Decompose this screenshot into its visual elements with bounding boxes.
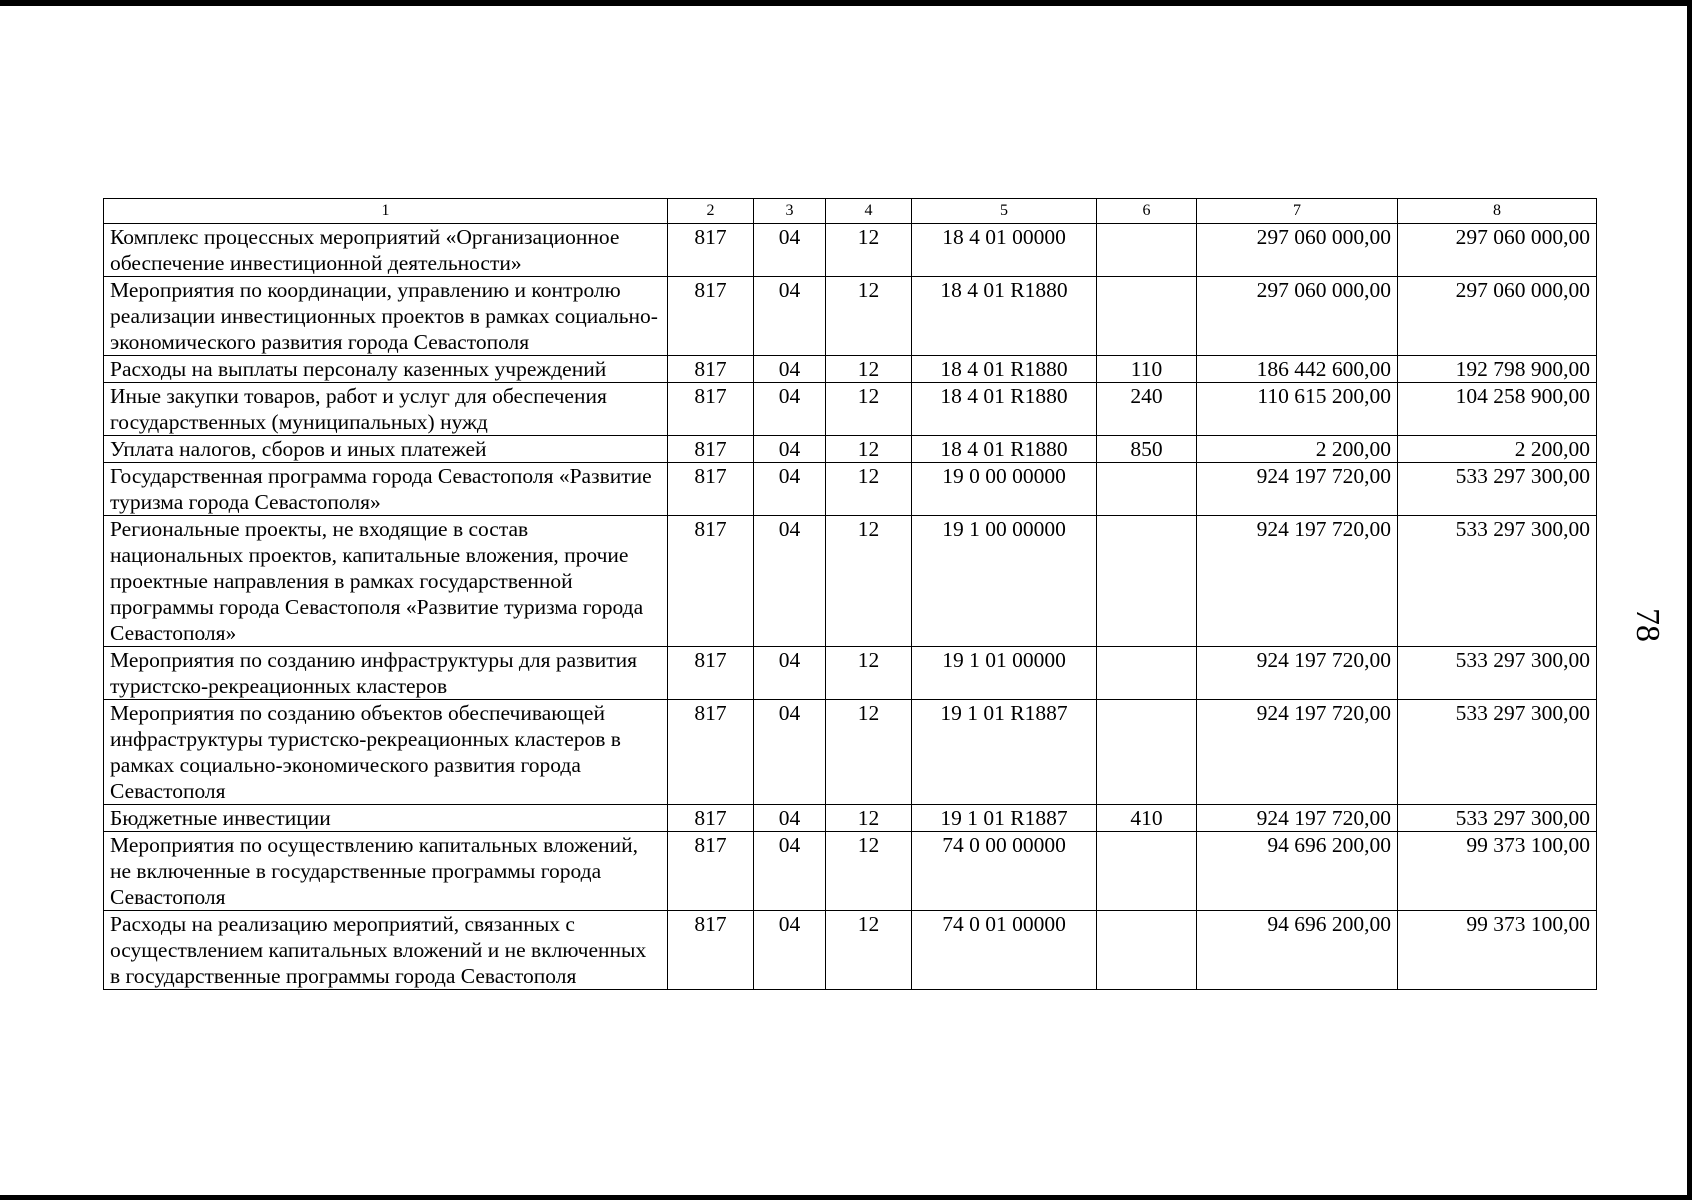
row-gr-code: 817 xyxy=(668,356,754,383)
header-cell: 2 xyxy=(668,199,754,224)
row-pr-code: 12 xyxy=(826,832,912,911)
row-gr-code: 817 xyxy=(668,805,754,832)
row-sum-year2: 99 373 100,00 xyxy=(1398,911,1597,990)
row-csr-code: 18 4 01 R1880 xyxy=(912,436,1097,463)
row-rz-code: 04 xyxy=(754,647,826,700)
row-pr-code: 12 xyxy=(826,436,912,463)
row-sum-year1: 110 615 200,00 xyxy=(1197,383,1398,436)
row-name: Мероприятия по координации, управлению и контролю реализации инвестиционных проектов в рамках социально-экономического развития города Севастополя xyxy=(104,277,668,356)
row-pr-code: 12 xyxy=(826,805,912,832)
row-sum-year2: 533 297 300,00 xyxy=(1398,700,1597,805)
row-rz-code: 04 xyxy=(754,277,826,356)
table-row xyxy=(104,383,1597,436)
row-rz-code: 04 xyxy=(754,436,826,463)
row-vr-code: 110 xyxy=(1097,356,1197,383)
row-csr-code: 19 1 01 R1887 xyxy=(912,805,1097,832)
row-csr-code: 74 0 01 00000 xyxy=(912,911,1097,990)
header-cell: 3 xyxy=(754,199,826,224)
row-sum-year1: 924 197 720,00 xyxy=(1197,647,1398,700)
row-pr-code: 12 xyxy=(826,516,912,647)
row-gr-code: 817 xyxy=(668,647,754,700)
row-sum-year1: 94 696 200,00 xyxy=(1197,832,1398,911)
row-pr-code: 12 xyxy=(826,700,912,805)
row-gr-code: 817 xyxy=(668,700,754,805)
row-rz-code: 04 xyxy=(754,383,826,436)
header-row xyxy=(104,199,1597,224)
row-vr-code xyxy=(1097,647,1197,700)
table-row xyxy=(104,832,1597,911)
row-gr-code: 817 xyxy=(668,436,754,463)
row-sum-year2: 533 297 300,00 xyxy=(1398,516,1597,647)
row-sum-year2: 192 798 900,00 xyxy=(1398,356,1597,383)
row-sum-year1: 924 197 720,00 xyxy=(1197,463,1398,516)
table-row xyxy=(104,911,1597,990)
row-name: Иные закупки товаров, работ и услуг для обеспечения государственных (муниципальных) нужд xyxy=(104,383,668,436)
row-csr-code: 19 1 01 R1887 xyxy=(912,700,1097,805)
scan-border-right xyxy=(1687,0,1692,1200)
row-sum-year1: 94 696 200,00 xyxy=(1197,911,1398,990)
row-vr-code xyxy=(1097,463,1197,516)
row-csr-code: 19 1 01 00000 xyxy=(912,647,1097,700)
row-sum-year1: 924 197 720,00 xyxy=(1197,700,1398,805)
row-pr-code: 12 xyxy=(826,463,912,516)
row-vr-code: 410 xyxy=(1097,805,1197,832)
table-row xyxy=(104,516,1597,647)
scan-border-top xyxy=(0,0,1692,6)
table-row xyxy=(104,647,1597,700)
page-number: 78 xyxy=(1629,608,1666,642)
row-name: Комплекс процессных мероприятий «Организационное обеспечение инвестиционной деятельности» xyxy=(104,224,668,277)
row-name: Расходы на выплаты персоналу казенных учреждений xyxy=(104,356,668,383)
row-vr-code xyxy=(1097,224,1197,277)
header-cell: 7 xyxy=(1197,199,1398,224)
row-sum-year1: 297 060 000,00 xyxy=(1197,224,1398,277)
row-vr-code: 850 xyxy=(1097,436,1197,463)
row-name: Региональные проекты, не входящие в состав национальных проектов, капитальные вложения, прочие проектные направления в рамках государственной программы города Севастополя «Развитие туризма города Севастополя» xyxy=(104,516,668,647)
row-sum-year2: 297 060 000,00 xyxy=(1398,277,1597,356)
row-name: Расходы на реализацию мероприятий, связанных с осуществлением капитальных вложений и не включенных в государственные программы города Севастополя xyxy=(104,911,668,990)
row-vr-code xyxy=(1097,516,1197,647)
row-sum-year2: 99 373 100,00 xyxy=(1398,832,1597,911)
row-gr-code: 817 xyxy=(668,832,754,911)
row-sum-year2: 297 060 000,00 xyxy=(1398,224,1597,277)
table-row xyxy=(104,356,1597,383)
header-cell: 8 xyxy=(1398,199,1597,224)
row-rz-code: 04 xyxy=(754,516,826,647)
table-row xyxy=(104,463,1597,516)
row-pr-code: 12 xyxy=(826,911,912,990)
row-sum-year2: 2 200,00 xyxy=(1398,436,1597,463)
row-sum-year2: 533 297 300,00 xyxy=(1398,463,1597,516)
row-name: Мероприятия по осуществлению капитальных вложений, не включенные в государственные программы города Севастополя xyxy=(104,832,668,911)
row-pr-code: 12 xyxy=(826,356,912,383)
row-sum-year2: 533 297 300,00 xyxy=(1398,805,1597,832)
row-csr-code: 18 4 01 R1880 xyxy=(912,383,1097,436)
row-gr-code: 817 xyxy=(668,224,754,277)
row-gr-code: 817 xyxy=(668,463,754,516)
row-sum-year1: 297 060 000,00 xyxy=(1197,277,1398,356)
table-row xyxy=(104,805,1597,832)
row-csr-code: 18 4 01 00000 xyxy=(912,224,1097,277)
row-gr-code: 817 xyxy=(668,516,754,647)
row-vr-code xyxy=(1097,911,1197,990)
table-row xyxy=(104,224,1597,277)
row-sum-year1: 924 197 720,00 xyxy=(1197,516,1398,647)
row-name: Мероприятия по созданию объектов обеспечивающей инфраструктуры туристско-рекреационных кластеров в рамках социально-экономического развития города Севастополя xyxy=(104,700,668,805)
header-cell: 4 xyxy=(826,199,912,224)
row-sum-year1: 186 442 600,00 xyxy=(1197,356,1398,383)
row-sum-year1: 924 197 720,00 xyxy=(1197,805,1398,832)
row-gr-code: 817 xyxy=(668,383,754,436)
row-csr-code: 19 0 00 00000 xyxy=(912,463,1097,516)
header-cell: 1 xyxy=(104,199,668,224)
row-rz-code: 04 xyxy=(754,832,826,911)
row-csr-code: 74 0 00 00000 xyxy=(912,832,1097,911)
row-vr-code xyxy=(1097,832,1197,911)
table-row xyxy=(104,436,1597,463)
row-gr-code: 817 xyxy=(668,911,754,990)
header-cell: 6 xyxy=(1097,199,1197,224)
table-row xyxy=(104,277,1597,356)
row-rz-code: 04 xyxy=(754,911,826,990)
header-cell: 5 xyxy=(912,199,1097,224)
table-row xyxy=(104,700,1597,805)
row-rz-code: 04 xyxy=(754,700,826,805)
row-vr-code xyxy=(1097,277,1197,356)
row-rz-code: 04 xyxy=(754,463,826,516)
budget-table xyxy=(103,198,1597,990)
row-vr-code xyxy=(1097,700,1197,805)
row-sum-year2: 104 258 900,00 xyxy=(1398,383,1597,436)
row-name: Бюджетные инвестиции xyxy=(104,805,668,832)
row-sum-year2: 533 297 300,00 xyxy=(1398,647,1597,700)
row-vr-code: 240 xyxy=(1097,383,1197,436)
row-rz-code: 04 xyxy=(754,356,826,383)
row-gr-code: 817 xyxy=(668,277,754,356)
row-name: Государственная программа города Севастополя «Развитие туризма города Севастополя» xyxy=(104,463,668,516)
row-sum-year1: 2 200,00 xyxy=(1197,436,1398,463)
row-name: Мероприятия по созданию инфраструктуры для развития туристско-рекреационных кластеров xyxy=(104,647,668,700)
row-pr-code: 12 xyxy=(826,383,912,436)
row-csr-code: 18 4 01 R1880 xyxy=(912,277,1097,356)
row-csr-code: 18 4 01 R1880 xyxy=(912,356,1097,383)
row-csr-code: 19 1 00 00000 xyxy=(912,516,1097,647)
scan-border-bottom xyxy=(0,1195,1692,1200)
row-pr-code: 12 xyxy=(826,647,912,700)
row-rz-code: 04 xyxy=(754,224,826,277)
row-pr-code: 12 xyxy=(826,277,912,356)
row-rz-code: 04 xyxy=(754,805,826,832)
row-name: Уплата налогов, сборов и иных платежей xyxy=(104,436,668,463)
row-pr-code: 12 xyxy=(826,224,912,277)
